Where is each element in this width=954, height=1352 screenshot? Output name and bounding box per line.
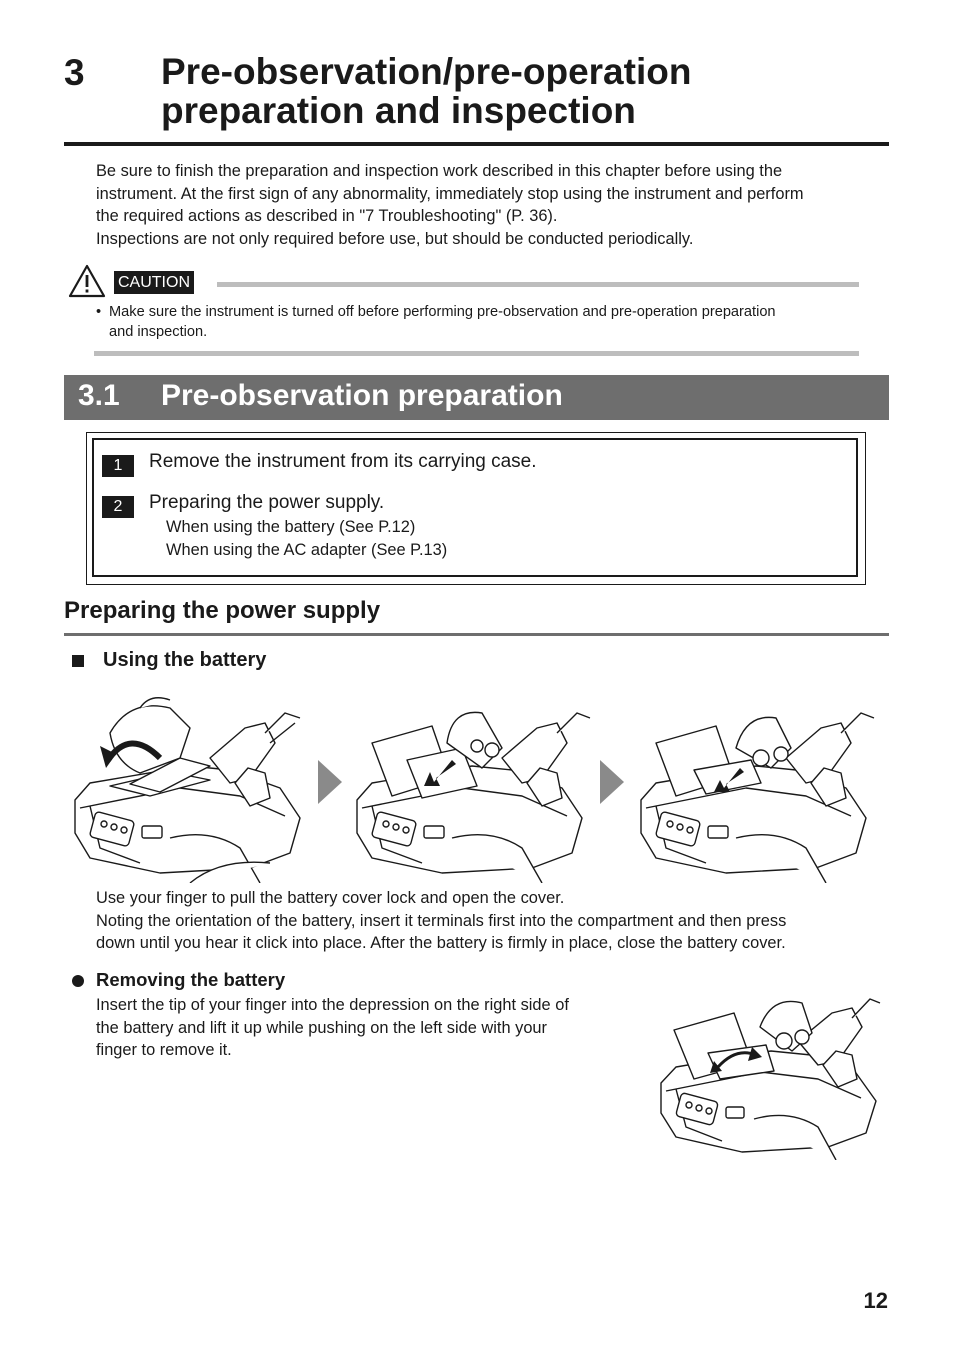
step-subitem: When using the battery (See P.12)	[166, 518, 416, 536]
caution-text	[109, 303, 859, 342]
removing-battery-instructions	[96, 994, 636, 1062]
chapter-title-line-2: preparation and inspection	[161, 90, 636, 131]
using-battery-instructions	[96, 887, 896, 955]
intro-line: the required actions as described in "7 Troubleshooting" (P. 36).	[96, 207, 558, 226]
open-cover-illustration	[70, 688, 310, 883]
subheading: Preparing the power supply	[64, 597, 381, 624]
instruction-line: Use your finger to pull the battery cover lock and open the cover.	[96, 889, 565, 907]
press-battery-illustration	[636, 688, 876, 883]
step-subitem: When using the AC adapter (See P.13)	[166, 541, 448, 559]
instruction-line: Insert the tip of your finger into the depression on the right side of	[96, 996, 569, 1014]
step-number-badge: 1	[102, 455, 134, 477]
caution-line: Make sure the instrument is turned off before performing pre-observation and pre-operation preparation	[109, 304, 776, 320]
insert-battery-illustration	[352, 688, 592, 883]
step-arrow-icon	[600, 760, 624, 804]
section-header	[64, 375, 889, 420]
warning-triangle-icon	[68, 264, 106, 298]
chapter-title	[161, 52, 881, 130]
step-text: Preparing the power supply.	[149, 492, 385, 513]
caution-label: CAUTION	[114, 271, 194, 294]
using-battery-heading: Using the battery	[103, 649, 267, 671]
square-bullet-icon	[72, 655, 84, 667]
instruction-line: finger to remove it.	[96, 1041, 232, 1060]
caution-bullet: •	[96, 304, 102, 320]
caution-line: and inspection.	[109, 323, 208, 340]
remove-battery-illustration	[656, 975, 881, 1160]
section-number: 3.1	[78, 379, 120, 412]
intro-line: instrument. At the first sign of any abnormality, immediately stop using the instrument and perform	[96, 184, 804, 203]
page-number: 12	[863, 1288, 888, 1313]
instruction-line: the battery and lift it up while pushing on the left side with your	[96, 1018, 548, 1037]
chapter-number: 3	[64, 52, 85, 93]
instruction-line: down until you hear it click into place. After the battery is firmly in place, close the battery cover.	[96, 934, 786, 953]
section-title: Pre-observation preparation	[161, 379, 563, 412]
removing-battery-heading: Removing the battery	[96, 969, 286, 990]
chapter-divider	[64, 142, 889, 146]
round-bullet-icon	[72, 975, 84, 987]
chapter-title-line-1: Pre-observation/pre-operation	[161, 51, 692, 92]
step-text: Remove the instrument from its carrying case.	[149, 451, 537, 472]
step-arrow-icon	[318, 760, 342, 804]
intro-line: Be sure to finish the preparation and inspection work described in this chapter before using the	[96, 162, 783, 180]
subheading-rule	[64, 633, 889, 636]
step-number-badge: 2	[102, 496, 134, 518]
intro-line: Inspections are not only required before use, but should be conducted periodically.	[96, 230, 694, 249]
instruction-line: Noting the orientation of the battery, insert it terminals first into the compartment and then press	[96, 911, 787, 930]
intro-paragraph	[96, 160, 896, 251]
caution-top-rule	[217, 282, 859, 287]
caution-bottom-rule	[94, 351, 859, 356]
